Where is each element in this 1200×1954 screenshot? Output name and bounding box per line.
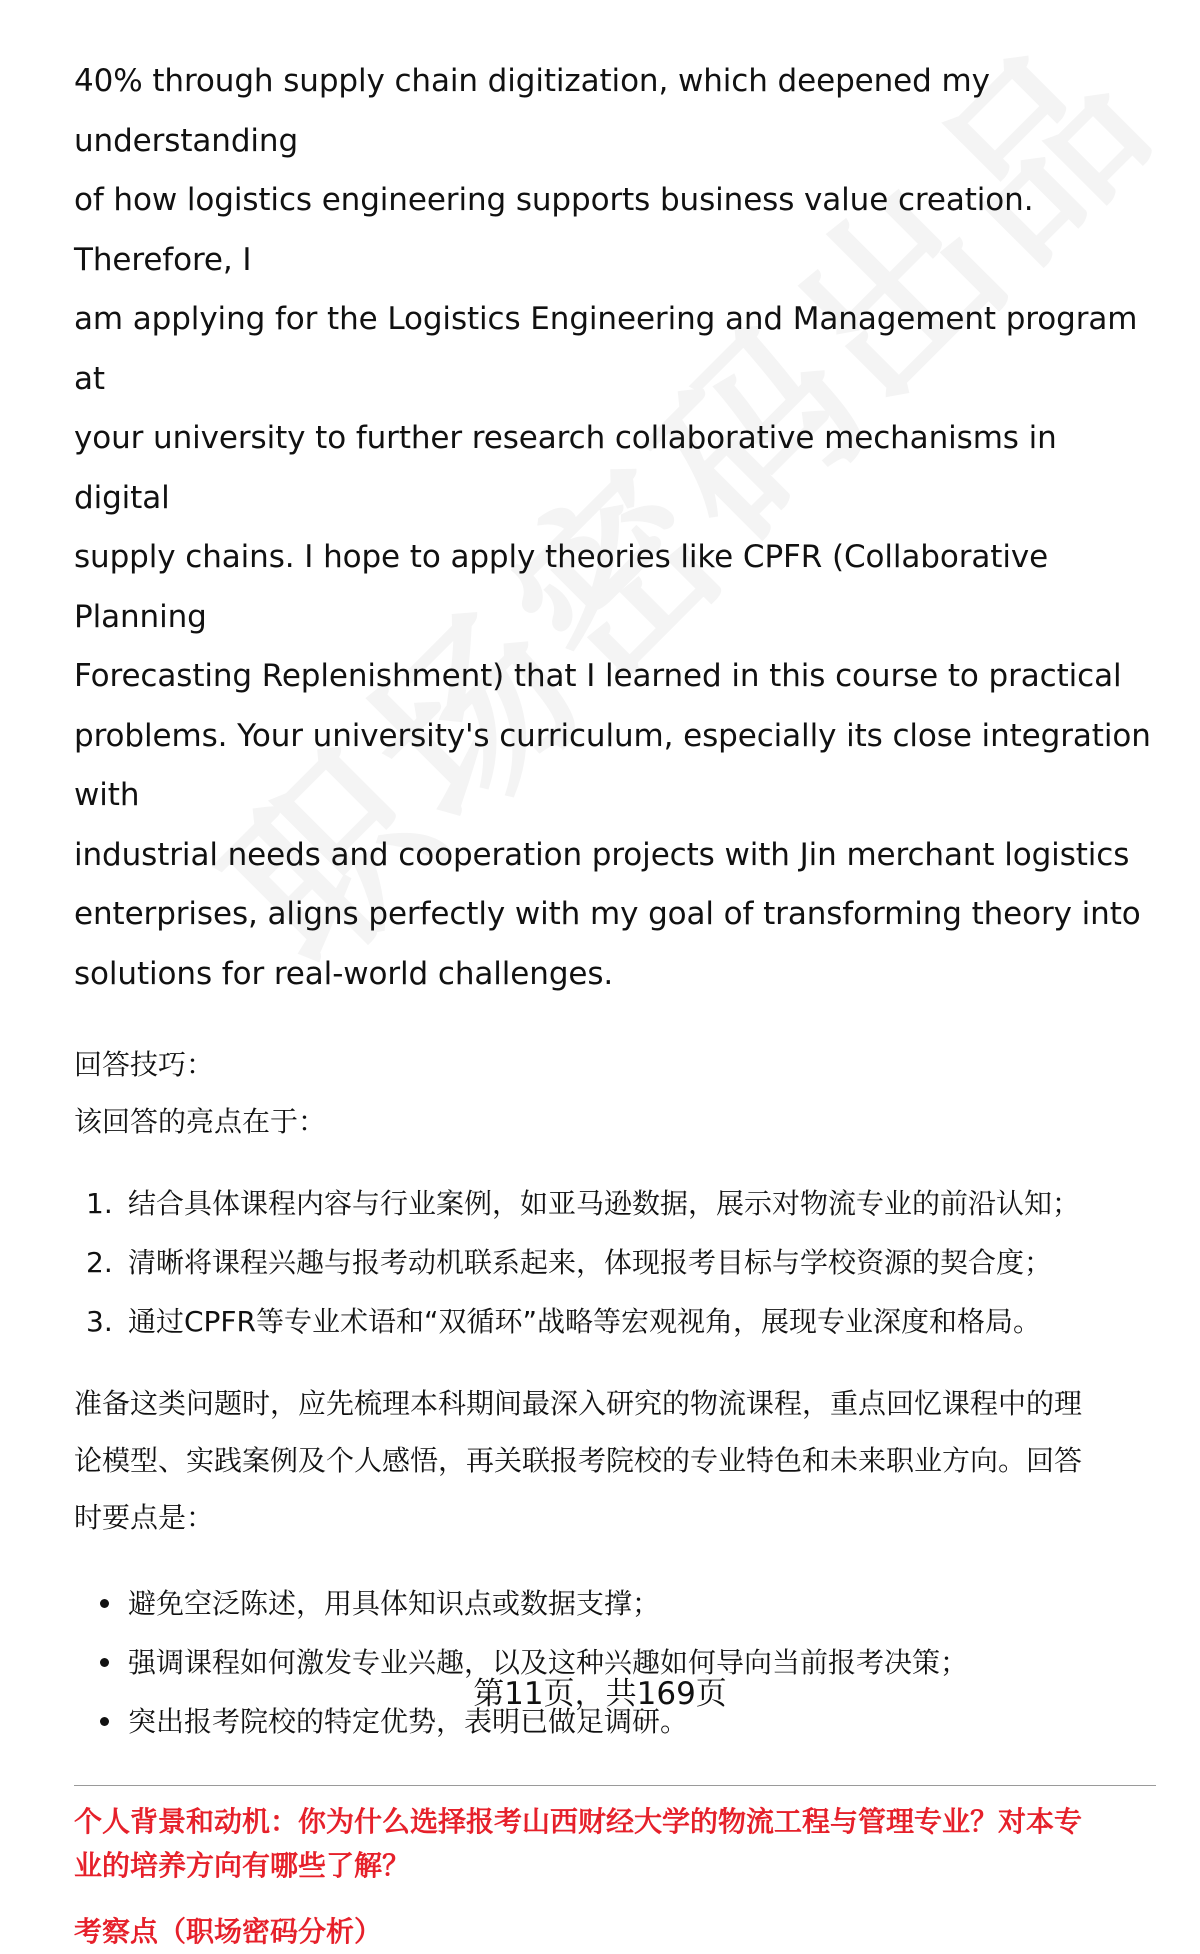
paragraph-line: solutions for real-world challenges. [74,955,614,992]
paragraph-line: 40% through supply chain digitization, which deepened my understanding [74,63,990,159]
paragraph-line: Forecasting Replenishment) that I learned in this course to practical [74,658,1122,694]
list-number: 2. [86,1246,113,1279]
bullet-icon [100,1658,109,1667]
page-number: 第11页，共169页 [473,1676,727,1712]
paragraph-line: 论模型、实践案例及个人感悟，再关联报考院校的专业特色和未来职业方向。回答 [74,1444,1083,1477]
paragraph-line: am applying for the Logistics Engineering and Management program at [74,301,1138,397]
list-item [74,1174,1154,1233]
list-number: 1. [86,1187,113,1220]
list-item-text: 避免空泛陈述，用具体知识点或数据支撑； [128,1587,661,1620]
list-item-text: 强调课程如何激发专业兴趣，以及这种兴趣如何导向当前报考决策； [128,1646,969,1679]
list-item-text: 通过CPFR等专业术语和“双循环”战略等宏观视角，展现专业深度和格局。 [128,1305,1042,1338]
document-page [74,52,1154,1954]
bullet-icon [100,1599,109,1608]
question-heading [74,1800,1154,1888]
bullet-icon [100,1717,109,1726]
list-item-text: 突出报考院校的特定优势，表明已做足调研。 [128,1705,689,1738]
paragraph-line: enterprises, aligns perfectly with my goal of transforming theory into [74,896,1141,932]
highlights-list [74,1174,1154,1351]
tips-intro: 该回答的亮点在于： [74,1105,327,1138]
list-item [74,1292,1154,1351]
question-line: 业的培养方向有哪些了解？ [74,1849,411,1882]
question-line: 个人背景和动机：你为什么选择报考山西财经大学的物流工程与管理专业？对本专 [74,1805,1083,1838]
paragraph-line: 时要点是： [74,1501,215,1534]
tips-heading: 回答技巧： [74,1048,215,1081]
list-item [74,1574,1154,1633]
section-divider [74,1785,1156,1786]
exam-point-heading: 考察点（职场密码分析） [74,1915,383,1948]
paragraph-line: 准备这类问题时，应先梳理本科期间最深入研究的物流课程，重点回忆课程中的理 [74,1387,1083,1420]
list-item-text: 清晰将课程兴趣与报考动机联系起来，体现报考目标与学校资源的契合度； [128,1246,1053,1279]
key-points-list [74,1574,1154,1751]
paragraph-line: your university to further research collaborative mechanisms in digital [74,420,1057,516]
list-item [74,1233,1154,1292]
paragraph-line: problems. Your university's curriculum, especially its close integration with [74,717,1151,813]
paragraph-line: supply chains. I hope to apply theories like CPFR (Collaborative Planning [74,539,1049,635]
preparation-paragraph [74,1375,1154,1546]
english-answer-paragraph [74,52,1154,1004]
list-item-text: 结合具体课程内容与行业案例，如亚马逊数据，展示对物流专业的前沿认知； [128,1187,1081,1220]
list-number: 3. [86,1305,113,1338]
paragraph-line: industrial needs and cooperation projects with Jin merchant logistics [74,836,1130,873]
paragraph-line: of how logistics engineering supports business value creation. Therefore, I [74,182,1034,278]
